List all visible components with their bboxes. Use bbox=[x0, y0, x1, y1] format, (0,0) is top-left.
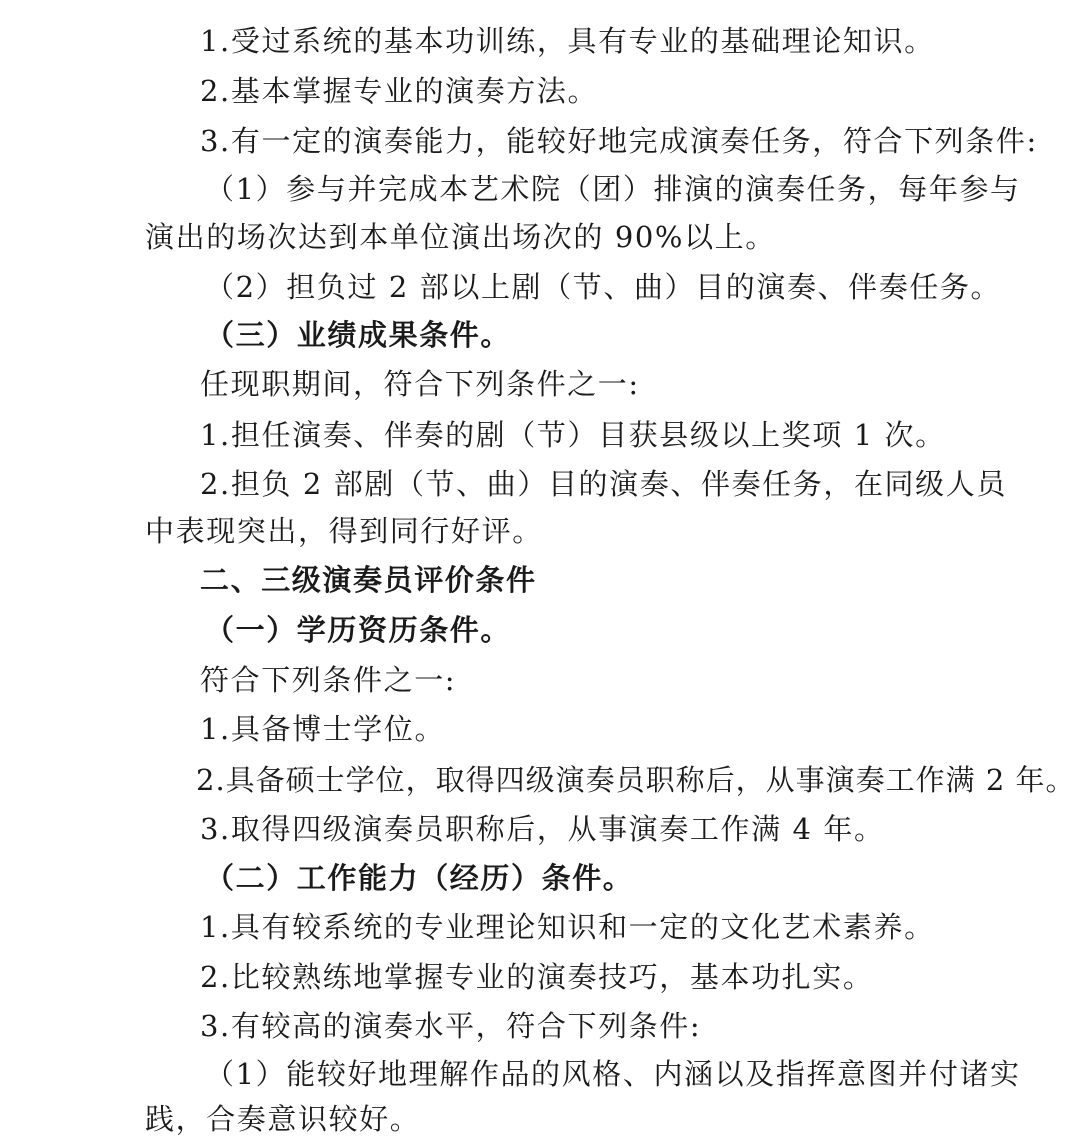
text-line: 3.有一定的演奏能力，能较好地完成演奏任务，符合下列条件: bbox=[200, 124, 1038, 158]
text-line: 演出的场次达到本单位演出场次的 90%以上。 bbox=[145, 220, 776, 254]
text-line: （1）参与并完成本艺术院（团）排演的演奏任务，每年参与 bbox=[205, 172, 1021, 206]
text-line: 3.取得四级演奏员职称后，从事演奏工作满 4 年。 bbox=[200, 812, 885, 846]
text-line: 2.基本掌握专业的演奏方法。 bbox=[200, 74, 599, 108]
text-line: 践，合奏意识较好。 bbox=[145, 1102, 421, 1136]
text-line: 1.担任演奏、伴奏的剧（节）目获县级以上奖项 1 次。 bbox=[200, 418, 946, 452]
section-heading: （一）学历资历条件。 bbox=[205, 613, 512, 647]
text-line: 1.受过系统的基本功训练，具有专业的基础理论知识。 bbox=[200, 24, 935, 58]
text-line: 2.具备硕士学位，取得四级演奏员职称后，从事演奏工作满 2 年。 bbox=[196, 763, 1076, 797]
text-line: 1.具备博士学位。 bbox=[200, 712, 446, 746]
text-line: （1）能较好地理解作品的风格、内涵以及指挥意图并付诸实 bbox=[205, 1057, 1021, 1091]
section-heading: （三）业绩成果条件。 bbox=[205, 318, 512, 352]
text-line: 符合下列条件之一: bbox=[200, 663, 457, 697]
text-line: 中表现突出，得到同行好评。 bbox=[145, 514, 543, 548]
text-line: 1.具有较系统的专业理论知识和一定的文化艺术素养。 bbox=[200, 910, 935, 944]
text-line: 任现职期间，符合下列条件之一: bbox=[200, 367, 640, 401]
chapter-heading: 二、三级演奏员评价条件 bbox=[200, 563, 537, 597]
section-heading: （二）工作能力（经历）条件。 bbox=[205, 861, 634, 895]
text-line: 3.有较高的演奏水平，符合下列条件: bbox=[200, 1009, 702, 1043]
text-line: （2）担负过 2 部以上剧（节、曲）目的演奏、伴奏任务。 bbox=[205, 270, 1002, 304]
text-line: 2.担负 2 部剧（节、曲）目的演奏、伴奏任务，在同级人员 bbox=[200, 467, 1007, 501]
text-line: 2.比较熟练地掌握专业的演奏技巧，基本功扎实。 bbox=[200, 960, 874, 994]
